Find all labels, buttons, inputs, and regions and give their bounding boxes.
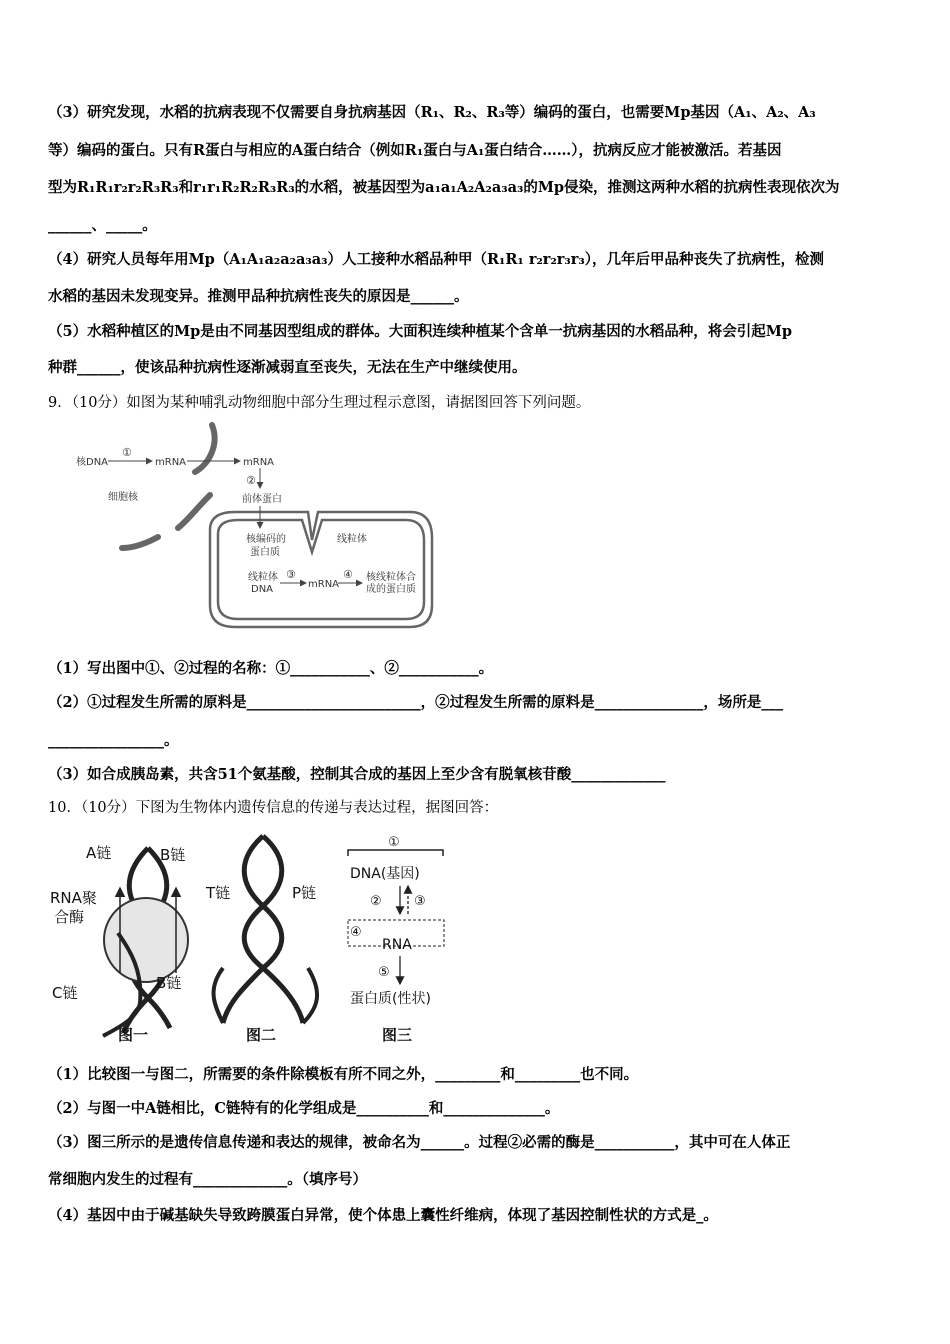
fig3-step2-label: ② [370,894,382,909]
fig3-replication-bracket [348,850,443,856]
fig3-dna-label: DNA(基因) [350,866,420,882]
step2-label: ② [246,474,256,487]
nuclear-envelope-bottom [122,537,158,548]
figure3-central-dogma [348,835,444,1044]
q10-title: 10．（10分）下图为生物体内遗传信息的传递与表达过程，据图回答： [48,800,499,816]
mrna-label-b: mRNA [243,457,275,468]
mrna-label-a: mRNA [155,457,187,468]
fig1-b-chain-bottom-label: B链 [156,974,182,992]
fig1-a-chain-label: A链 [86,844,112,862]
q10-dna-figures [48,828,468,1046]
q10-sub2: （2）与图一中A链相比，C链特有的化学组成是__________和______________。 [48,1100,560,1117]
fig2-helix-strand-b [244,836,303,1023]
q10-sub1: （1）比较图一与图二，所需要的条件除模板有所不同之外，_________和_________也不同。 [48,1066,639,1083]
fig3-protein-label: 蛋白质(性状) [350,991,431,1007]
nuclear-encoded-line1: 核编码的 [246,534,286,545]
fig1-caption: 图一 [118,1026,149,1044]
q8-p3-line4: ______、_____。 [48,217,157,234]
fig3-step5-label: ⑤ [378,965,390,980]
q9-sub1: （1）写出图中①、②过程的名称：①___________、②___________。 [48,660,494,677]
step3-label: ③ [286,568,296,581]
q9-title: 9．（10分）如图为某种哺乳动物细胞中部分生理过程示意图，请据图回答下列问题。 [48,395,591,411]
mitochondrion-outer [210,512,432,627]
q9-mitochondria-figure [70,420,440,635]
nuclear-dna-label: 核DNA [76,457,109,468]
fig2-new-strand-right [303,968,317,1023]
nuclear-encoded-line2: 蛋白质 [250,547,280,558]
q8-p4-line2: 水稻的基因未发现变异。推测甲品种抗病性丧失的原因是______。 [48,288,469,305]
q10-sub3-line1: （3）图三所示的是遗传信息传递和表达的规律，被命名为______。过程②必需的酶是___________，其中可在人体正 [48,1134,791,1151]
q10-sub3-line2: 常细胞内发生的过程有_____________。（填序号） [48,1171,367,1188]
step1-label: ① [122,446,132,459]
mrna-label-c: mRNA [308,579,340,590]
q8-p4-line1: （4）研究人员每年用Mp（A₁A₁a₂a₂a₃a₃）人工接种水稻品种甲（R₁R₁ r₂r₂r₃r₃），几年后甲品种丧失了抗病性，检测 [48,251,825,268]
mitochondrion-label: 线粒体 [337,534,367,545]
q8-p3-line2: 等）编码的蛋白。只有R蛋白与相应的A蛋白结合（例如R₁蛋白与A₁蛋白结合……），抗病反应才能被激活。若基因 [48,142,782,159]
q10-sub4: （4）基因中由于碱基缺失导致跨膜蛋白异常，使个体患上囊性纤维病，体现了基因控制性状的方式是_。 [48,1207,718,1224]
fig3-step1-label: ① [388,835,400,850]
fig1-c-chain-label: C链 [52,984,78,1002]
fig3-caption: 图三 [382,1026,413,1044]
mito-dna-line1: 线粒体 [248,572,278,583]
q8-p5-line1: （5）水稻种植区的Mp是由不同基因型组成的群体。大面积连续种植某个含单一抗病基因的水稻品种，将会引起Mp [48,323,792,340]
precursor-label: 前体蛋白 [242,494,282,505]
fig3-rna-label: RNA [382,937,412,953]
q8-p5-line2: 种群______，使该品种抗病性逐渐减弱直至丧失，无法在生产中继续使用。 [48,359,527,376]
figure2-replication [205,836,317,1044]
fig2-t-chain-label: T链 [206,884,231,902]
mito-dna-line2: DNA [251,584,274,595]
fig2-caption: 图二 [246,1026,277,1044]
nuclear-envelope-mid [178,495,210,528]
figure1-transcription [50,844,188,1044]
fig2-helix-strand-a [223,836,282,1023]
fig2-new-strand-left [214,968,223,1023]
step4-label: ④ [343,568,353,581]
fig3-step3-label: ③ [414,894,426,909]
q9-sub3: （3）如合成胰岛素，共含51个氨基酸，控制其合成的基因上至少含有脱氧核苷酸_____________ [48,766,666,783]
q8-p3-line1: （3）研究发现，水稻的抗病表现不仅需要自身抗病基因（R₁、R₂、R₃等）编码的蛋白，也需要Mp基因（A₁、A₂、A₃ [48,104,816,121]
nucleus-label: 细胞核 [108,492,138,503]
nuclear-envelope-top [195,425,215,472]
fig1-rna-pol-line1: RNA聚 [50,889,97,907]
fig1-rna-pol-line2: 合酶 [54,908,85,926]
fig1-b-chain-top-label: B链 [160,846,186,864]
q9-sub2-line2: ________________。 [48,732,179,749]
fig2-p-chain-label: P链 [292,884,317,902]
nm-protein-line1: 核线粒体合 [366,572,416,583]
nm-protein-line2: 成的蛋白质 [366,584,416,595]
fig3-step4-label: ④ [350,925,362,940]
q9-sub2-line1: （2）①过程发生所需的原料是________________________，②过程发生所需的原料是_______________，场所是___ [48,694,784,711]
q8-p3-line3: 型为R₁R₁r₂r₂R₃R₃和r₁r₁R₂R₂R₃R₃的水稻，被基因型为a₁a₁A₂A₂a₃a₃的Mp侵染，推测这两种水稻的抗病性表现依次为 [48,179,840,196]
